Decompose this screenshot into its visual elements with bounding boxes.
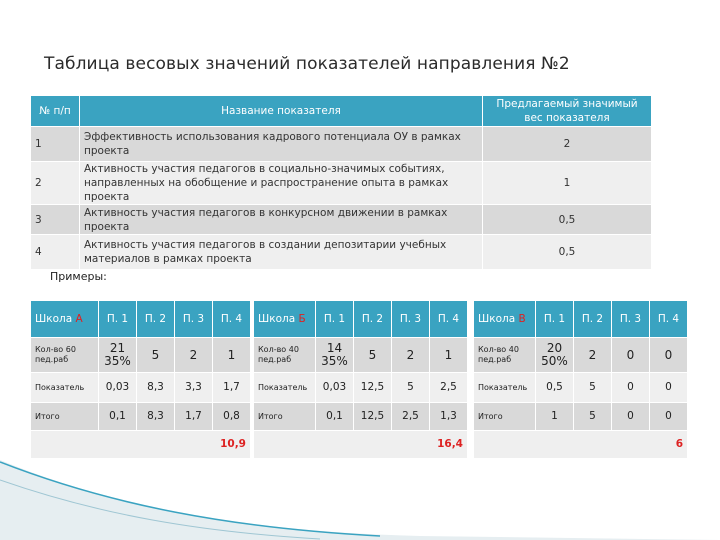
school-sum: 6 [474,431,688,459]
cell: 2,5 [430,373,468,403]
cell: 12,5 [354,373,392,403]
school-v-table [473,300,688,459]
school-name: Школа Б [254,301,316,338]
row-name: Активность участия педагогов в конкурсном движении в рамках проекта [80,205,483,235]
col-header: П. 3 [612,301,650,338]
swoosh-shape [0,460,720,540]
col-header: П. 2 [574,301,612,338]
cell: 8,3 [137,373,175,403]
row-label: Показатель [474,373,536,403]
header-num: № п/п [31,96,80,127]
cell: 5 [574,403,612,431]
table-row [31,205,652,235]
row-label: Итого [474,403,536,431]
row-label: Кол-во 40 пед.раб [254,338,316,373]
table-row [31,127,652,162]
row-label: Показатель [31,373,99,403]
cell: 0 [612,403,650,431]
cell: 0 [650,403,688,431]
row-weight: 0,5 [483,205,652,235]
cell: 5 [137,338,175,373]
cell: 0,5 [536,373,574,403]
cell: 1,3 [430,403,468,431]
col-header: П. 1 [316,301,354,338]
cell: 0,03 [99,373,137,403]
col-header: П. 4 [650,301,688,338]
row-num: 4 [31,235,80,270]
weights-table-header [31,96,652,127]
cell: 0 [650,338,688,373]
row-label: Показатель [254,373,316,403]
col-header: П. 3 [175,301,213,338]
school-letter: В [518,313,526,325]
col-header: П. 1 [536,301,574,338]
row-weight: 0,5 [483,235,652,270]
school-letter: Б [298,313,306,325]
cell: 0 [612,373,650,403]
row-weight: 2 [483,127,652,162]
cell: 3,3 [175,373,213,403]
col-header: П. 2 [137,301,175,338]
row-num: 3 [31,205,80,235]
col-header: П. 1 [99,301,137,338]
row-label: Кол-во 40 пед.раб [474,338,536,373]
row-name: Активность участия педагогов в создании депозитарии учебных материалов в рамках проекта [80,235,483,270]
col-header: П. 2 [354,301,392,338]
school-a-table [30,300,251,459]
school-name: Школа А [31,301,99,338]
col-header: П. 4 [430,301,468,338]
school-name: Школа В [474,301,536,338]
cell: 0,8 [213,403,251,431]
row-name: Активность участия педагогов в социально-значимых событиях, направленных на обобщение и распространение опыта в рамках проекта [80,162,483,205]
cell: 8,3 [137,403,175,431]
school-letter: А [75,313,83,325]
cell: 1,7 [213,373,251,403]
cell: 0 [650,373,688,403]
header-name: Название показателя [80,96,483,127]
weights-table [30,95,652,270]
cell: 0 [612,338,650,373]
cell: 2 [175,338,213,373]
cell: 2 [392,338,430,373]
cell: 1,7 [175,403,213,431]
cell: 2 [574,338,612,373]
cell: 1 [536,403,574,431]
cell: 1 [430,338,468,373]
cell: 1 [213,338,251,373]
school-b-table [253,300,468,459]
col-header: П. 3 [392,301,430,338]
cell: 0,1 [99,403,137,431]
row-label: Итого [254,403,316,431]
col-header: П. 4 [213,301,251,338]
cell: 21 35% [99,338,137,373]
cell: 5 [574,373,612,403]
school-sum: 16,4 [254,431,468,459]
school-sum: 10,9 [31,431,251,459]
decorative-swoosh [0,440,720,540]
examples-label: Примеры: [50,270,107,283]
cell: 12,5 [354,403,392,431]
row-num: 2 [31,162,80,205]
table-row [31,162,652,205]
cell: 20 50% [536,338,574,373]
row-label: Итого [31,403,99,431]
table-row [31,235,652,270]
cell: 14 35% [316,338,354,373]
slide-title: Таблица весовых значений показателей направления №2 [44,54,570,74]
row-num: 1 [31,127,80,162]
cell: 2,5 [392,403,430,431]
row-label: Кол-во 60 пед.раб [31,338,99,373]
header-weight: Предлагаемый значимый вес показателя [483,96,652,127]
cell: 0,1 [316,403,354,431]
cell: 5 [354,338,392,373]
row-name: Эффективность использования кадрового потенциала ОУ в рамках проекта [80,127,483,162]
cell: 5 [392,373,430,403]
row-weight: 1 [483,162,652,205]
cell: 0,03 [316,373,354,403]
